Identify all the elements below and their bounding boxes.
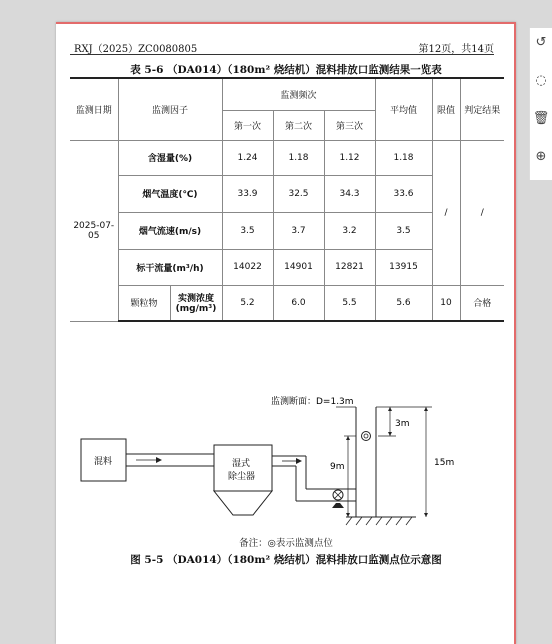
value-cell: 5.2 bbox=[222, 285, 273, 321]
value-cell: 12821 bbox=[324, 249, 375, 285]
dim-15m-label: 15m bbox=[434, 458, 455, 468]
header-factor: 监测因子 bbox=[118, 78, 222, 140]
average-cell: 3.5 bbox=[375, 212, 432, 249]
select-icon[interactable]: ◌ bbox=[535, 73, 547, 88]
fan-base-icon bbox=[332, 503, 344, 508]
dust-collector-hopper bbox=[214, 491, 272, 515]
result-cell: 合格 bbox=[460, 285, 504, 321]
result-slash: / bbox=[460, 140, 504, 285]
average-cell: 1.18 bbox=[375, 140, 432, 175]
doc-number: RXJ（2025）ZC0080805 bbox=[74, 44, 198, 55]
document-page bbox=[56, 22, 516, 644]
page-info: 第12页，共14页 bbox=[418, 44, 494, 55]
particle-factor bbox=[170, 285, 222, 321]
value-cell: 3.2 bbox=[324, 212, 375, 249]
limit-cell: 10 bbox=[432, 285, 460, 321]
factor-cell: 含湿量(%) bbox=[118, 140, 222, 175]
header-limit: 限值 bbox=[432, 78, 460, 140]
add-icon[interactable]: ⊕ bbox=[535, 149, 547, 164]
dim-3m-label: 3m bbox=[395, 419, 410, 429]
header-third: 第三次 bbox=[324, 110, 375, 140]
date-cell: 2025-07-05 bbox=[70, 140, 118, 321]
value-cell: 14901 bbox=[273, 249, 324, 285]
average-cell: 5.6 bbox=[375, 285, 432, 321]
flow-arrow-head-1 bbox=[156, 457, 162, 463]
dim-9m-arrow-bottom bbox=[346, 513, 350, 517]
factor-cell: 烟气流速(m/s) bbox=[118, 212, 222, 249]
average-cell: 33.6 bbox=[375, 175, 432, 212]
header-second: 第二次 bbox=[273, 110, 324, 140]
flow-arrow-head-2 bbox=[296, 458, 302, 464]
table-row bbox=[70, 285, 504, 321]
dim-3m-arrow-bottom bbox=[388, 432, 392, 436]
results-table bbox=[70, 77, 504, 322]
header-first: 第一次 bbox=[222, 110, 273, 140]
header-average: 平均值 bbox=[375, 78, 432, 140]
value-cell: 34.3 bbox=[324, 175, 375, 212]
average-cell: 13915 bbox=[375, 249, 432, 285]
value-cell: 6.0 bbox=[273, 285, 324, 321]
value-cell: 14022 bbox=[222, 249, 273, 285]
sampling-point-diagram bbox=[56, 377, 516, 537]
value-cell: 1.12 bbox=[324, 140, 375, 175]
particle-factor-line2: (mg/m³) bbox=[175, 304, 217, 315]
dust-label-2: 除尘器 bbox=[228, 472, 256, 482]
value-cell: 5.5 bbox=[324, 285, 375, 321]
value-cell: 1.24 bbox=[222, 140, 273, 175]
dim-3m-arrow-top bbox=[388, 407, 392, 411]
dust-label-1: 湿式 bbox=[232, 459, 251, 469]
seal-stamp bbox=[536, 270, 546, 360]
value-cell: 3.5 bbox=[222, 212, 273, 249]
rotate-icon[interactable]: ↺ bbox=[535, 35, 547, 50]
value-cell: 32.5 bbox=[273, 175, 324, 212]
header-result: 判定结果 bbox=[460, 78, 504, 140]
table-caption: 表 5-6 （DA014）（180m² 烧结机）混料排放口监测结果一览表 bbox=[130, 64, 442, 76]
viewer-toolbar bbox=[529, 28, 552, 180]
value-cell: 1.18 bbox=[273, 140, 324, 175]
particle-group: 颗粒物 bbox=[118, 285, 170, 321]
trash-icon[interactable]: 🗑 bbox=[532, 111, 550, 126]
sampling-point-icon bbox=[362, 432, 371, 441]
dim-15m-arrow-bottom bbox=[424, 513, 428, 517]
dim-9m-arrow-top bbox=[346, 436, 350, 440]
figure-caption: 图 5-5 （DA014）（180m² 烧结机）混料排放口监测点位示意图 bbox=[130, 554, 442, 566]
page-border-top bbox=[56, 22, 516, 24]
diagram-note: 备注：◎表示监测点位 bbox=[239, 538, 333, 549]
factor-cell: 烟气温度(℃) bbox=[118, 175, 222, 212]
particle-factor-line1: 实测浓度 bbox=[177, 294, 214, 305]
table-row bbox=[70, 140, 504, 175]
dim-15m-arrow-top bbox=[424, 407, 428, 411]
mix-label: 混料 bbox=[94, 457, 113, 467]
header-frequency: 监测频次 bbox=[222, 78, 375, 110]
section-label: 监测断面：D=1.3m bbox=[271, 397, 354, 407]
value-cell: 33.9 bbox=[222, 175, 273, 212]
factor-cell: 标干流量(m³/h) bbox=[118, 249, 222, 285]
limit-slash: / bbox=[432, 140, 460, 285]
value-cell: 3.7 bbox=[273, 212, 324, 249]
page-border-right bbox=[514, 22, 516, 644]
dim-9m-label: 9m bbox=[330, 462, 345, 472]
ground-hatch bbox=[346, 517, 412, 525]
header-date: 监测日期 bbox=[70, 78, 118, 140]
header-rule bbox=[70, 54, 494, 55]
